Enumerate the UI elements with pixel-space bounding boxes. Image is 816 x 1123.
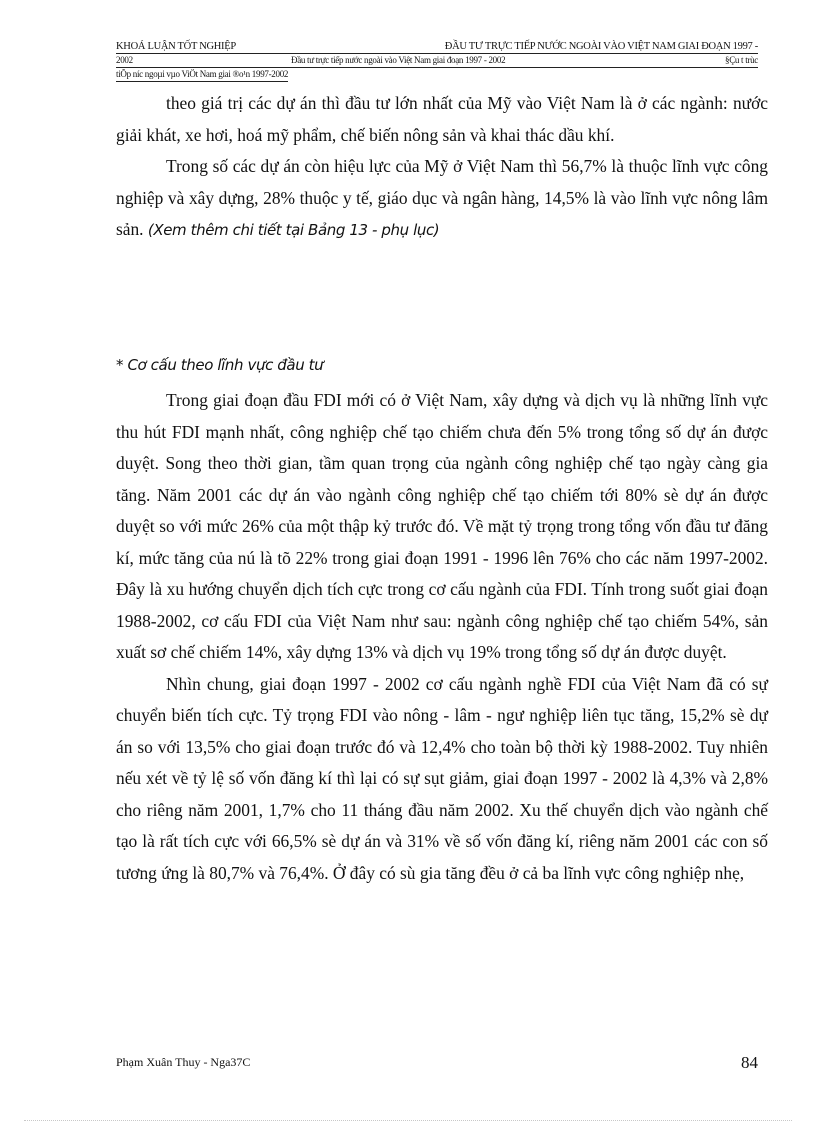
section-heading-investment-sector: * Cơ cấu theo lĩnh vực đầu tư [116,356,324,374]
paragraph-fdi-1997-2002: Nhìn chung, giai đoạn 1997 - 2002 cơ cấu ngành nghề FDI của Việt Nam đã có sự chuyển biến tích cực. Tỷ trọng FDI vào nông - lâm - ngư nghiệp liên tục tăng, 15,2% sè dự án so với 13,5% cho giai đoạn trước đó và 12,4% cho toàn bộ thời kỳ 1988-2002. Tuy nhiên nếu xét về tỷ lệ số vốn đăng kí thì lại có sự sụt giảm, giai đoạn 1997 - 2002 là 4,3% và 2,8% cho riêng năm 2001, 1,7% cho 11 tháng đầu năm 2002. Xu thế chuyển dịch vào ngành chế tạo là rất tích cực với 66,5% sè dự án và 31% về số vốn đăng kí, riêng năm 2001 các con số tương ứng là 80,7% và 76,4%. Ở đây có sù gia tăng đều ở cả ba lĩnh vực công nghiệp nhẹ, [116,673,768,883]
page-number: 84 [741,1053,758,1072]
header-line-3 [116,68,288,82]
footer-author: Phạm Xuân Thuy - Nga37C [116,1055,251,1069]
page-bottom-edge [24,1120,792,1121]
header-line-1 [116,40,758,54]
appendix-reference: (Xem thêm chi tiết tại Bảng 13 - phụ lục) [147,221,440,239]
paragraph-fdi-structure: Trong giai đoạn đầu FDI mới có ở Việt Nam, xây dựng và dịch vụ là những lĩnh vực thu hút FDI mạnh nhất, công nghiệp chế tạo chiếm chưa đến 5% trong tổng số dự án được duyệt. Song theo thời gian, tầm quan trọng của ngành công nghiệp chế tạo ngày càng gia tăng. Năm 2001 các dự án vào ngành công nghiệp chế tạo chiếm tới 80% sè dự án được duyệt so với mức 26% của một thập kỷ trước đó. Về mặt tỷ trọng trong tổng vốn đầu tư đăng kí, mức tăng của nú là tõ 22% trong giai đoạn 1991 - 1996 lên 76% cho các năm 1997-2002. Đây là xu hướng chuyển dịch tích cực trong cơ cấu ngành của FDI. Tính trong suốt giai đoạn 1988-2002, cơ cấu FDI của Việt Nam như sau: ngành công nghiệp chế tạo chiếm 54%, sản xuất sơ chế chiếm 14%, xây dựng 13% và dịch vụ 19% trong tổng số dự án được duyệt. [116,390,768,662]
header-subtitle: Đầu tư trực tiếp nước ngoài vào Việt Nam giai đoạn 1997 - 2002 [291,55,506,65]
paragraph-us-project-share [116,151,768,247]
body-text-top [116,88,768,247]
header-year: 2002 [116,55,133,65]
header-thesis-label: KHOÁ LUẬN TỐT NGHIỆP [116,41,236,52]
paragraph-us-project-share-text: Trong số các dự án còn hiệu lực của Mỹ ở Việt Nam thì 56,7% là thuộc lĩnh vực công nghiệp và xây dựng, 28% thuộc y tế, giáo dục và ngân hàng, 14,5% là vào lĩnh vực nông lâm sản. [116,156,768,239]
header-thesis-title: ĐẦU TƯ TRỰC TIẾP NƯỚC NGOÀI VÀO VIỆT NAM GIAI ĐOẠN 1997 - [444,41,758,52]
header-line-2 [116,54,758,68]
page-header [116,40,758,82]
page-footer [116,1053,758,1075]
paragraph-us-investment-sectors: theo giá trị các dự án thì đầu tư lớn nhất của Mỹ vào Việt Nam là ở các ngành: nước giải khát, xe hơi, hoá mỹ phẩm, chế biến nông sản và khai thác dầu khí. [116,93,768,145]
header-garbled-text: tiÕp níc ngoµi vµo ViÖt Nam giai ®o¹n 1997-2002 [116,69,289,79]
body-text-main [116,385,768,889]
header-garbled-right: §Çu t trùc [725,55,758,65]
